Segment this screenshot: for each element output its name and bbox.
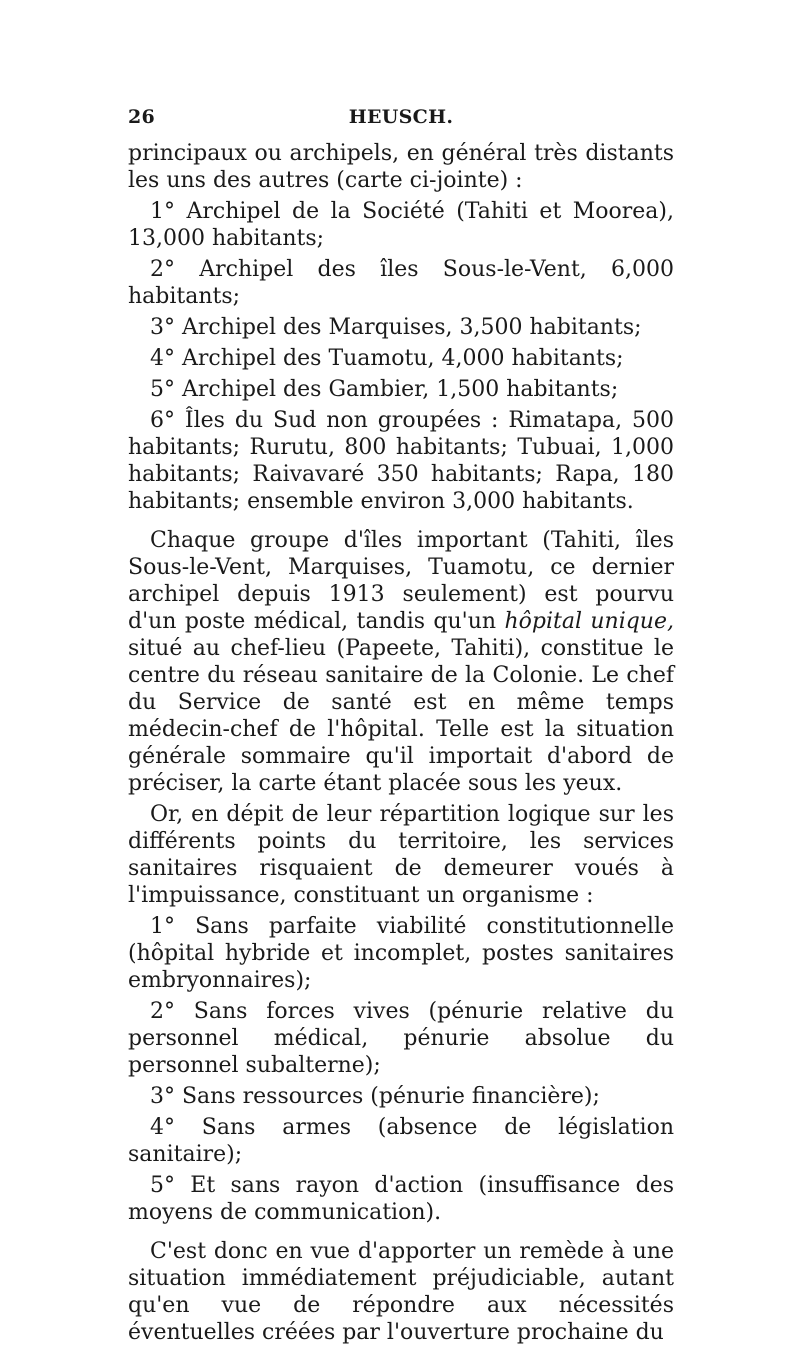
- paragraph-text: situé au chef-lieu (Papeete, Tahiti), constitue le centre du réseau sanitaire de la Colonie. Le chef du Service de santé est en même temps médecin-chef de l'hôpital. Telle est la situation générale sommaire qu'il importait d'abord de préciser, la carte étant placée sous les yeux.: [128, 636, 674, 796]
- paragraph-services-impotence: Or, en dépit de leur répartition logique sur les différents points du territoire, les services sanitaires risquaient de demeurer voués à l'impuissance, constituant un organisme :: [128, 802, 674, 908]
- list-item-tuamotu: 4° Archipel des Tuamotu, 4,000 habitants;: [150, 346, 624, 371]
- paragraph-archipelagos-intro: principaux ou archipels, en général très distants les uns des autres (carte ci-jointe) :: [128, 141, 674, 193]
- list-item-marquises: 3° Archipel des Marquises, 3,500 habitants;: [150, 315, 642, 340]
- list-item-gambier: 5° Archipel des Gambier, 1,500 habitants;: [150, 377, 619, 402]
- list-item-sous-le-vent: 2° Archipel des îles Sous-le-Vent, 6,000 habitants;: [128, 257, 674, 309]
- running-head: [128, 100, 674, 140]
- italic-emphasis: hôpital unique,: [504, 609, 674, 634]
- paragraph-text: Chaque groupe d'îles important (Tahiti, îles Sous-le-Vent, Marquises, Tuamotu, ce dernier archipel depuis 1913 seulement) est pourvu d'un poste médical, tandis qu'un: [128, 528, 674, 634]
- running-title: HEUSCH.: [348, 106, 454, 128]
- paragraph-remedy: C'est donc en vue d'apporter un remède à une situation immédiatement préjudiciable, autant qu'en vue de répondre aux nécessités éventuelles créées par l'ouverture prochaine du: [128, 1239, 674, 1345]
- paragraph-medical-network: [128, 527, 674, 797]
- list-item-ressources: 3° Sans ressources (pénurie financière);: [150, 1084, 600, 1109]
- list-item-rayon-action: 5° Et sans rayon d'action (insuffisance des moyens de communication).: [128, 1173, 674, 1225]
- document-page: [128, 100, 674, 1346]
- list-item-forces-vives: 2° Sans forces vives (pénurie relative du personnel médical, pénurie absolue du personnel subalterne);: [128, 999, 674, 1078]
- list-item-iles-du-sud: 6° Îles du Sud non groupées : Rimatapa, 500 habitants; Rurutu, 800 habitants; Tubuai, 1,000 habitants; Raivavaré 350 habitants; Rapa, 180 habitants; ensemble environ 3,000 habitants.: [128, 408, 674, 514]
- page-number: 26: [128, 106, 156, 128]
- list-item-societe: 1° Archipel de la Société (Tahiti et Moorea), 13,000 habitants;: [128, 199, 674, 251]
- list-item-viabilite: 1° Sans parfaite viabilité constitutionnelle (hôpital hybride et incomplet, postes sanitaires embryonnaires);: [128, 914, 674, 993]
- list-item-armes: 4° Sans armes (absence de législation sanitaire);: [128, 1115, 674, 1167]
